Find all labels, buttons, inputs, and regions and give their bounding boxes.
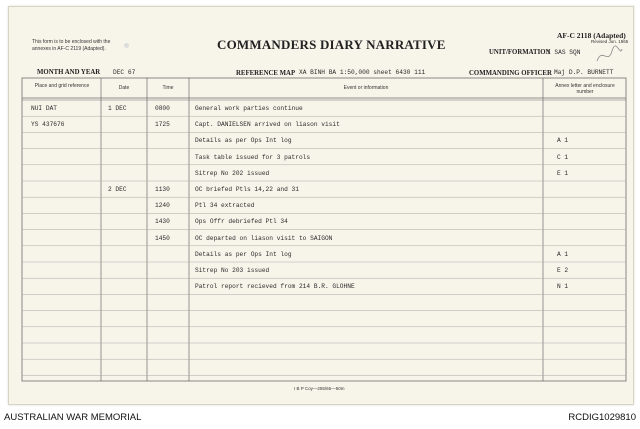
enclosure-note-line2: annexes in AF-C 2119 (Adapted). [32, 46, 106, 52]
cell-event: Details as per Ops Int log [195, 137, 292, 145]
cell-event: Task table issued for 3 patrols [195, 153, 311, 161]
unit-label: UNIT/FORMATION [489, 49, 551, 56]
reference-map-label: REFERENCE MAP [236, 70, 296, 77]
cell-annex: C 1 [557, 153, 569, 161]
commanding-officer-value: Maj D.P. BURNETT [554, 69, 614, 76]
month-year-label: MONTH AND YEAR [37, 69, 101, 76]
printer-mark: I B P Coy—255/65—50m [294, 386, 345, 391]
cell-event: General work parties continue [195, 105, 303, 112]
commanding-officer-label: COMMANDING OFFICER [469, 70, 552, 77]
cell-event: Ops Offr debriefed Ptl 34 [195, 218, 288, 226]
cell-place: YS 437676 [31, 121, 65, 129]
unit-value: 1 SAS SQN [547, 49, 581, 56]
cell-annex: N 1 [557, 283, 569, 291]
cell-time: 1725 [155, 121, 170, 129]
cell-event: Ptl 34 extracted [195, 202, 255, 210]
cell-annex: A 1 [557, 137, 569, 145]
cell-event: OC departed on liason visit to SAIGON [195, 234, 333, 242]
table-grid [9, 7, 633, 404]
month-year-value: DEC 67 [113, 69, 136, 76]
cell-place: NUI DAT [31, 105, 57, 112]
col-header-annex: Annex letter and enclosure number [555, 83, 615, 95]
enclosure-note-line1: This form is to be enclosed with the [32, 39, 111, 45]
form-title: COMMANDERS DIARY NARRATIVE [217, 37, 446, 52]
reference-map-value: XA BINH BA 1:50,000 sheet 6430 111 [299, 69, 426, 76]
cell-time: 1430 [155, 218, 170, 226]
cell-time: 1130 [155, 186, 170, 193]
cell-event: Sitrep No 202 issued [195, 169, 270, 177]
caption-left: AUSTRALIAN WAR MEMORIAL [4, 412, 142, 423]
caption-right: RCDIG1029810 [568, 412, 636, 423]
diary-sheet [8, 6, 634, 405]
cell-annex: A 1 [557, 250, 569, 258]
cell-time: 0800 [155, 105, 170, 112]
cell-date: 2 DEC [108, 186, 127, 193]
col-header-time: Time [162, 85, 174, 91]
col-header-event: Event or information [343, 85, 389, 91]
col-header-place: Place and grid reference [34, 83, 90, 89]
cell-event: Capt. DANIELSEN arrived on liason visit [195, 121, 340, 129]
form-code: AF-C 2118 (Adapted) [557, 31, 626, 40]
cell-event: Details as per Ops Int log [195, 250, 292, 258]
cell-event: OC briefed Ptls 14,22 and 31 [195, 186, 299, 193]
cell-date: 1 DEC [108, 105, 127, 112]
cell-event: Patrol report recieved from 214 B.R. GLOHNE [195, 283, 355, 291]
cell-time: 1240 [155, 202, 170, 210]
cell-time: 1450 [155, 234, 170, 242]
col-header-date: Date [118, 85, 130, 91]
form-revised: Revised Jun. 1965 [591, 39, 629, 44]
cell-event: Sitrep No 203 issued [195, 267, 270, 274]
cell-annex: E 2 [557, 267, 569, 274]
cell-annex: E 1 [557, 169, 569, 177]
